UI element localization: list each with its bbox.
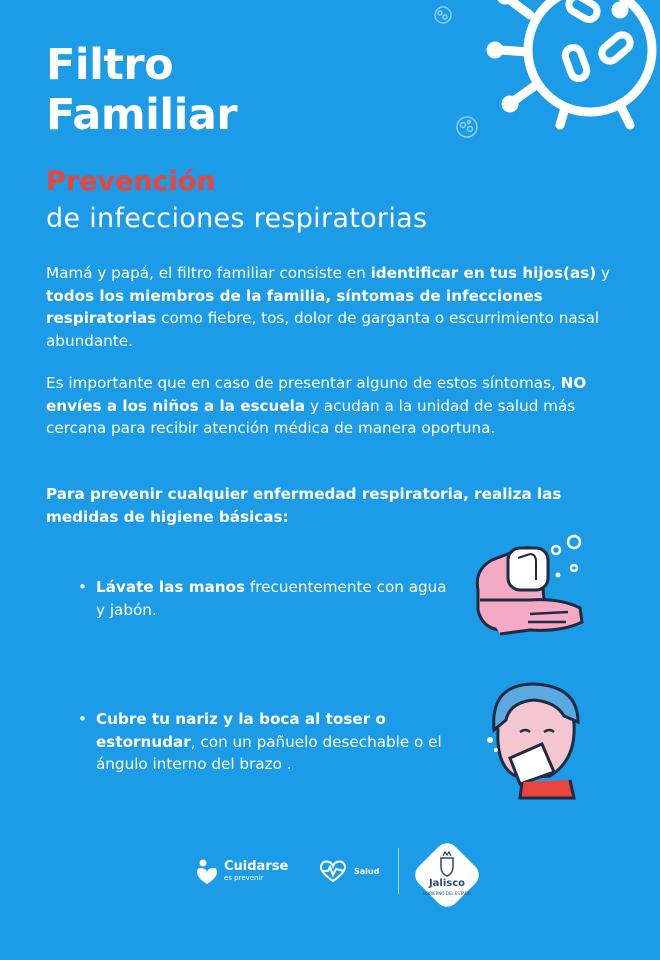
paragraph-bold: todos los miembros de la familia, síntomas de infecciones respiratorias: [46, 286, 543, 327]
paragraph-text: Es importante que en caso de presentar alguno de estos síntomas,: [46, 374, 561, 392]
bullet-cover-nose: [78, 708, 458, 776]
sneezing-child-icon: [480, 680, 590, 805]
cuidarse-logo: [194, 858, 288, 884]
hand-washing-icon: [470, 530, 590, 645]
subtitle-rest: de infecciones respiratorias: [46, 203, 428, 234]
germ-icon: [430, 2, 456, 28]
virus-icon: [470, 0, 660, 130]
paragraph-bold: NO envíes a los niños a la escuela: [46, 374, 587, 415]
heart-pulse-icon: [318, 860, 348, 882]
bullet-text: frecuentemente con agua y jabón.: [96, 578, 447, 619]
germ-icon: [452, 112, 482, 142]
bullet-bold: Cubre tu nariz y la boca al toser o estornudar: [96, 710, 386, 751]
salud-logo: [318, 860, 379, 882]
footer-divider: [398, 848, 399, 894]
paragraph-bold: identificar en tus hijos(as): [370, 264, 597, 282]
paragraph-text: y acudan a la unidad de salud más cercana para recibir atención médica de manera oportuna.: [46, 396, 576, 437]
cuidarse-subtext: es prevenir: [224, 874, 264, 882]
paragraph-text: como fiebre, tos, dolor de garganta o escurrimiento nasal abundante.: [46, 309, 600, 350]
page-title: [46, 40, 237, 140]
paragraph-text: Mamá y papá, el filtro familiar consiste en: [46, 264, 371, 282]
paragraph-prevention: Para prevenir cualquier enfermedad respiratoria, realiza las medidas de higiene básicas:: [46, 485, 562, 526]
jalisco-badge-icon: [408, 836, 486, 914]
bullet-text: , con un pañuelo desechable o el ángulo interno del brazo .: [96, 732, 442, 773]
heart-person-icon: [194, 858, 220, 884]
title-line-1: Filtro: [46, 40, 174, 90]
cuidarse-text: Cuidarse: [224, 859, 289, 874]
bullet-dot: •: [78, 710, 87, 728]
bullet-dot: •: [78, 578, 87, 596]
jalisco-text: Jalisco: [428, 878, 466, 889]
jalisco-tagline: GOBIERNO DEL ESTADO: [422, 891, 472, 896]
jalisco-logo: [408, 836, 486, 914]
paragraph-family-filter: [46, 262, 626, 352]
title-line-2: Familiar: [46, 90, 238, 140]
salud-text: Salud: [354, 866, 380, 876]
paragraph-text: y: [596, 264, 611, 282]
subtitle-highlight: Prevención: [46, 166, 216, 197]
bullet-bold: Lávate las manos: [96, 578, 246, 596]
paragraph-important: [46, 372, 626, 440]
bullet-hand-washing: [78, 576, 458, 621]
